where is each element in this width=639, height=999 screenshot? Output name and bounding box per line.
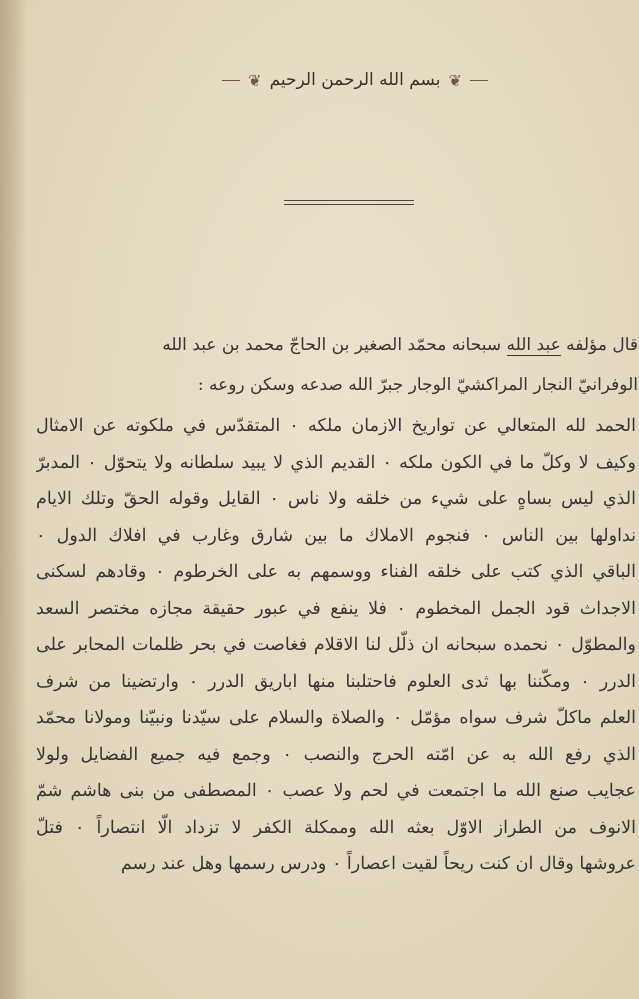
ornament-line-left: [222, 80, 240, 81]
main-text-block: [36, 408, 636, 883]
intro-line-1: [118, 325, 638, 365]
text-line: الذي ليس بساهٍ على شيء من خلقه ولا ناس ۰ القايل وقوله الحقّ وتلك الايام: [36, 489, 636, 509]
text-line: الباقي الذي كتب على خلقه الفناء ووسمهم به على الخرطوم ۰ وقادهم لسكنى: [36, 562, 636, 582]
basmala-header: [190, 60, 520, 100]
text-line: الانوف من الطراز الاوّل بعثه الله وممكلة الكفر لا تزداد الّا انتصاراً ۰ فتلّ: [36, 817, 636, 838]
text-line: الحمد لله المتعالي عن تواريخ الازمان ملكه ۰ المتقدّس في ملكوته عن الامثال: [36, 416, 636, 436]
text-line: الذي رفع الله به عن امّته الحرج والنصب ۰ وجمع فيه جميع الفضايل ولولا: [36, 744, 636, 765]
underlined-name: عبد الله: [506, 335, 561, 355]
text-line: وكيف لا وكلّ ما في الكون ملكه ۰ القديم الذي لا يبيد سلطانه ولا يتحوّل ۰ المدبرّ: [36, 452, 636, 473]
author-introduction: [118, 325, 638, 405]
text-line: عروشها وقال ان كنت ريحاً لقيت اعصاراً ۰ ودرس رسمها وهل عند رسم: [120, 854, 636, 874]
page-gutter-shadow: [0, 0, 28, 999]
intro-line-2: الوفرانيّ النجار المراكشيّ الوجار جبرّ الله صدعه وسكن روعه :: [197, 375, 638, 395]
text-line: عجايب صنع الله ما اجتمعت في لحم ولا عصب ۰ المصطفى من بنى هاشم شمّ: [36, 781, 636, 801]
text-line: الاجداث قود الجمل المخطوم ۰ فلا ينفع في عبور حقيقة مجازه مختصر السعد: [36, 598, 636, 619]
text-line: والمطوّل ۰ نحمده سبحانه ان ذلّل لنا الاقلام فغاصت في بحر ظلمات المحابر على: [36, 635, 636, 655]
basmala-text: بسم الله الرحمن الرحيم: [269, 70, 441, 90]
double-rule-bottom: [284, 204, 414, 205]
text-line: نداولها بين الناس ۰ فنجوم الاملاك ما بين شارق وغارب في افلاك الدول ۰: [36, 525, 636, 546]
ornament-left-icon: ❦: [248, 70, 262, 90]
ornament-line-right: [470, 80, 488, 81]
double-rule-top: [284, 200, 414, 201]
intro-rest: سبحانه محمّد الصغير بن الحاجّ محمد بن عبد الله: [162, 335, 502, 355]
ornament-right-icon: ❦: [448, 70, 462, 90]
text-line: العلم ماكلّ شرف سواه مؤمّل ۰ والصلاة والسلام على سيّدنا ونبيّنا ومولانا محمّد: [36, 708, 636, 728]
text-line: الدرر ۰ ومكّننا بها ثدى العلوم فاحتلبنا منها اباريق الدرر ۰ وارتضينا من شرف: [36, 671, 636, 692]
intro-prefix: قال مؤلفه: [566, 335, 638, 355]
